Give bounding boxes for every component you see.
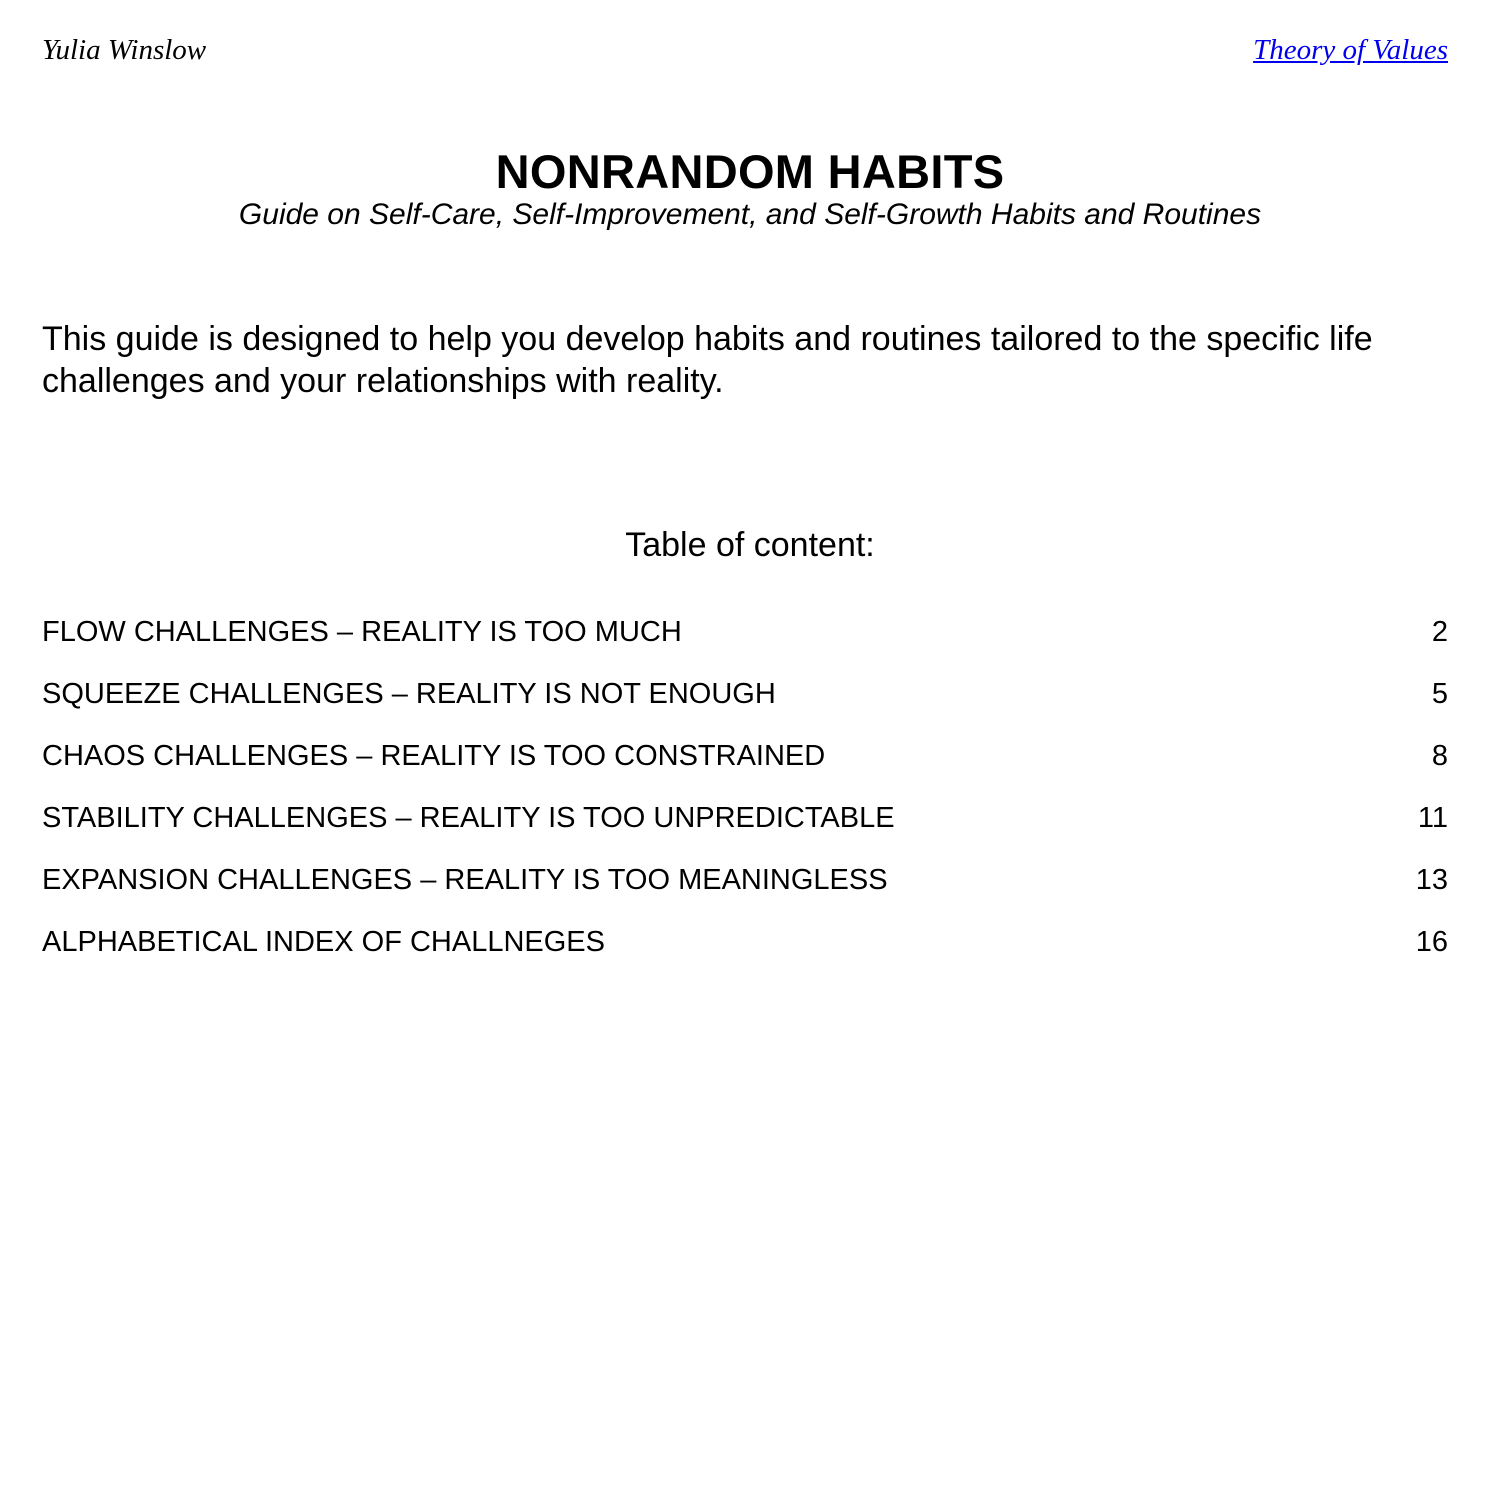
- document-subtitle: Guide on Self-Care, Self-Improvement, and Self-Growth Habits and Routines: [238, 198, 1262, 231]
- toc-entry-page: 5: [1431, 678, 1448, 710]
- toc-entry-index[interactable]: [42, 920, 1448, 982]
- toc-entry-page: 8: [1431, 740, 1448, 772]
- toc-entry-label: ALPHABETICAL INDEX OF CHALLNEGES: [42, 926, 605, 958]
- page-header: [42, 34, 1448, 74]
- intro-paragraph: This guide is designed to help you develop habits and routines tailored to the specific life challenges and your relationships with reality.: [42, 320, 1373, 400]
- toc-entry-flow[interactable]: [42, 610, 1448, 672]
- toc-entry-page: 13: [1415, 864, 1448, 896]
- toc-entry-chaos[interactable]: [42, 734, 1448, 796]
- toc-entry-page: 11: [1417, 802, 1448, 834]
- toc-entry-label: SQUEEZE CHALLENGES – REALITY IS NOT ENOUGH: [42, 678, 776, 710]
- toc-entry-stability[interactable]: [42, 796, 1448, 858]
- toc-entry-page: 2: [1431, 616, 1448, 648]
- toc-entry-label: EXPANSION CHALLENGES – REALITY IS TOO MEANINGLESS: [42, 864, 888, 896]
- toc-entry-label: CHAOS CHALLENGES – REALITY IS TOO CONSTRAINED: [42, 740, 826, 772]
- theory-of-values-link[interactable]: Theory of Values: [1253, 34, 1448, 66]
- toc-entry-label: STABILITY CHALLENGES – REALITY IS TOO UNPREDICTABLE: [42, 802, 895, 834]
- document-title: NONRANDOM HABITS: [495, 145, 1005, 198]
- toc-entry-squeeze[interactable]: [42, 672, 1448, 734]
- author-name: Yulia Winslow: [42, 34, 207, 66]
- toc-entry-expansion[interactable]: [42, 858, 1448, 920]
- toc-entry-label: FLOW CHALLENGES – REALITY IS TOO MUCH: [42, 616, 682, 648]
- toc-heading: Table of content:: [625, 526, 875, 564]
- toc-entry-page: 16: [1415, 926, 1448, 958]
- table-of-contents: [42, 610, 1448, 982]
